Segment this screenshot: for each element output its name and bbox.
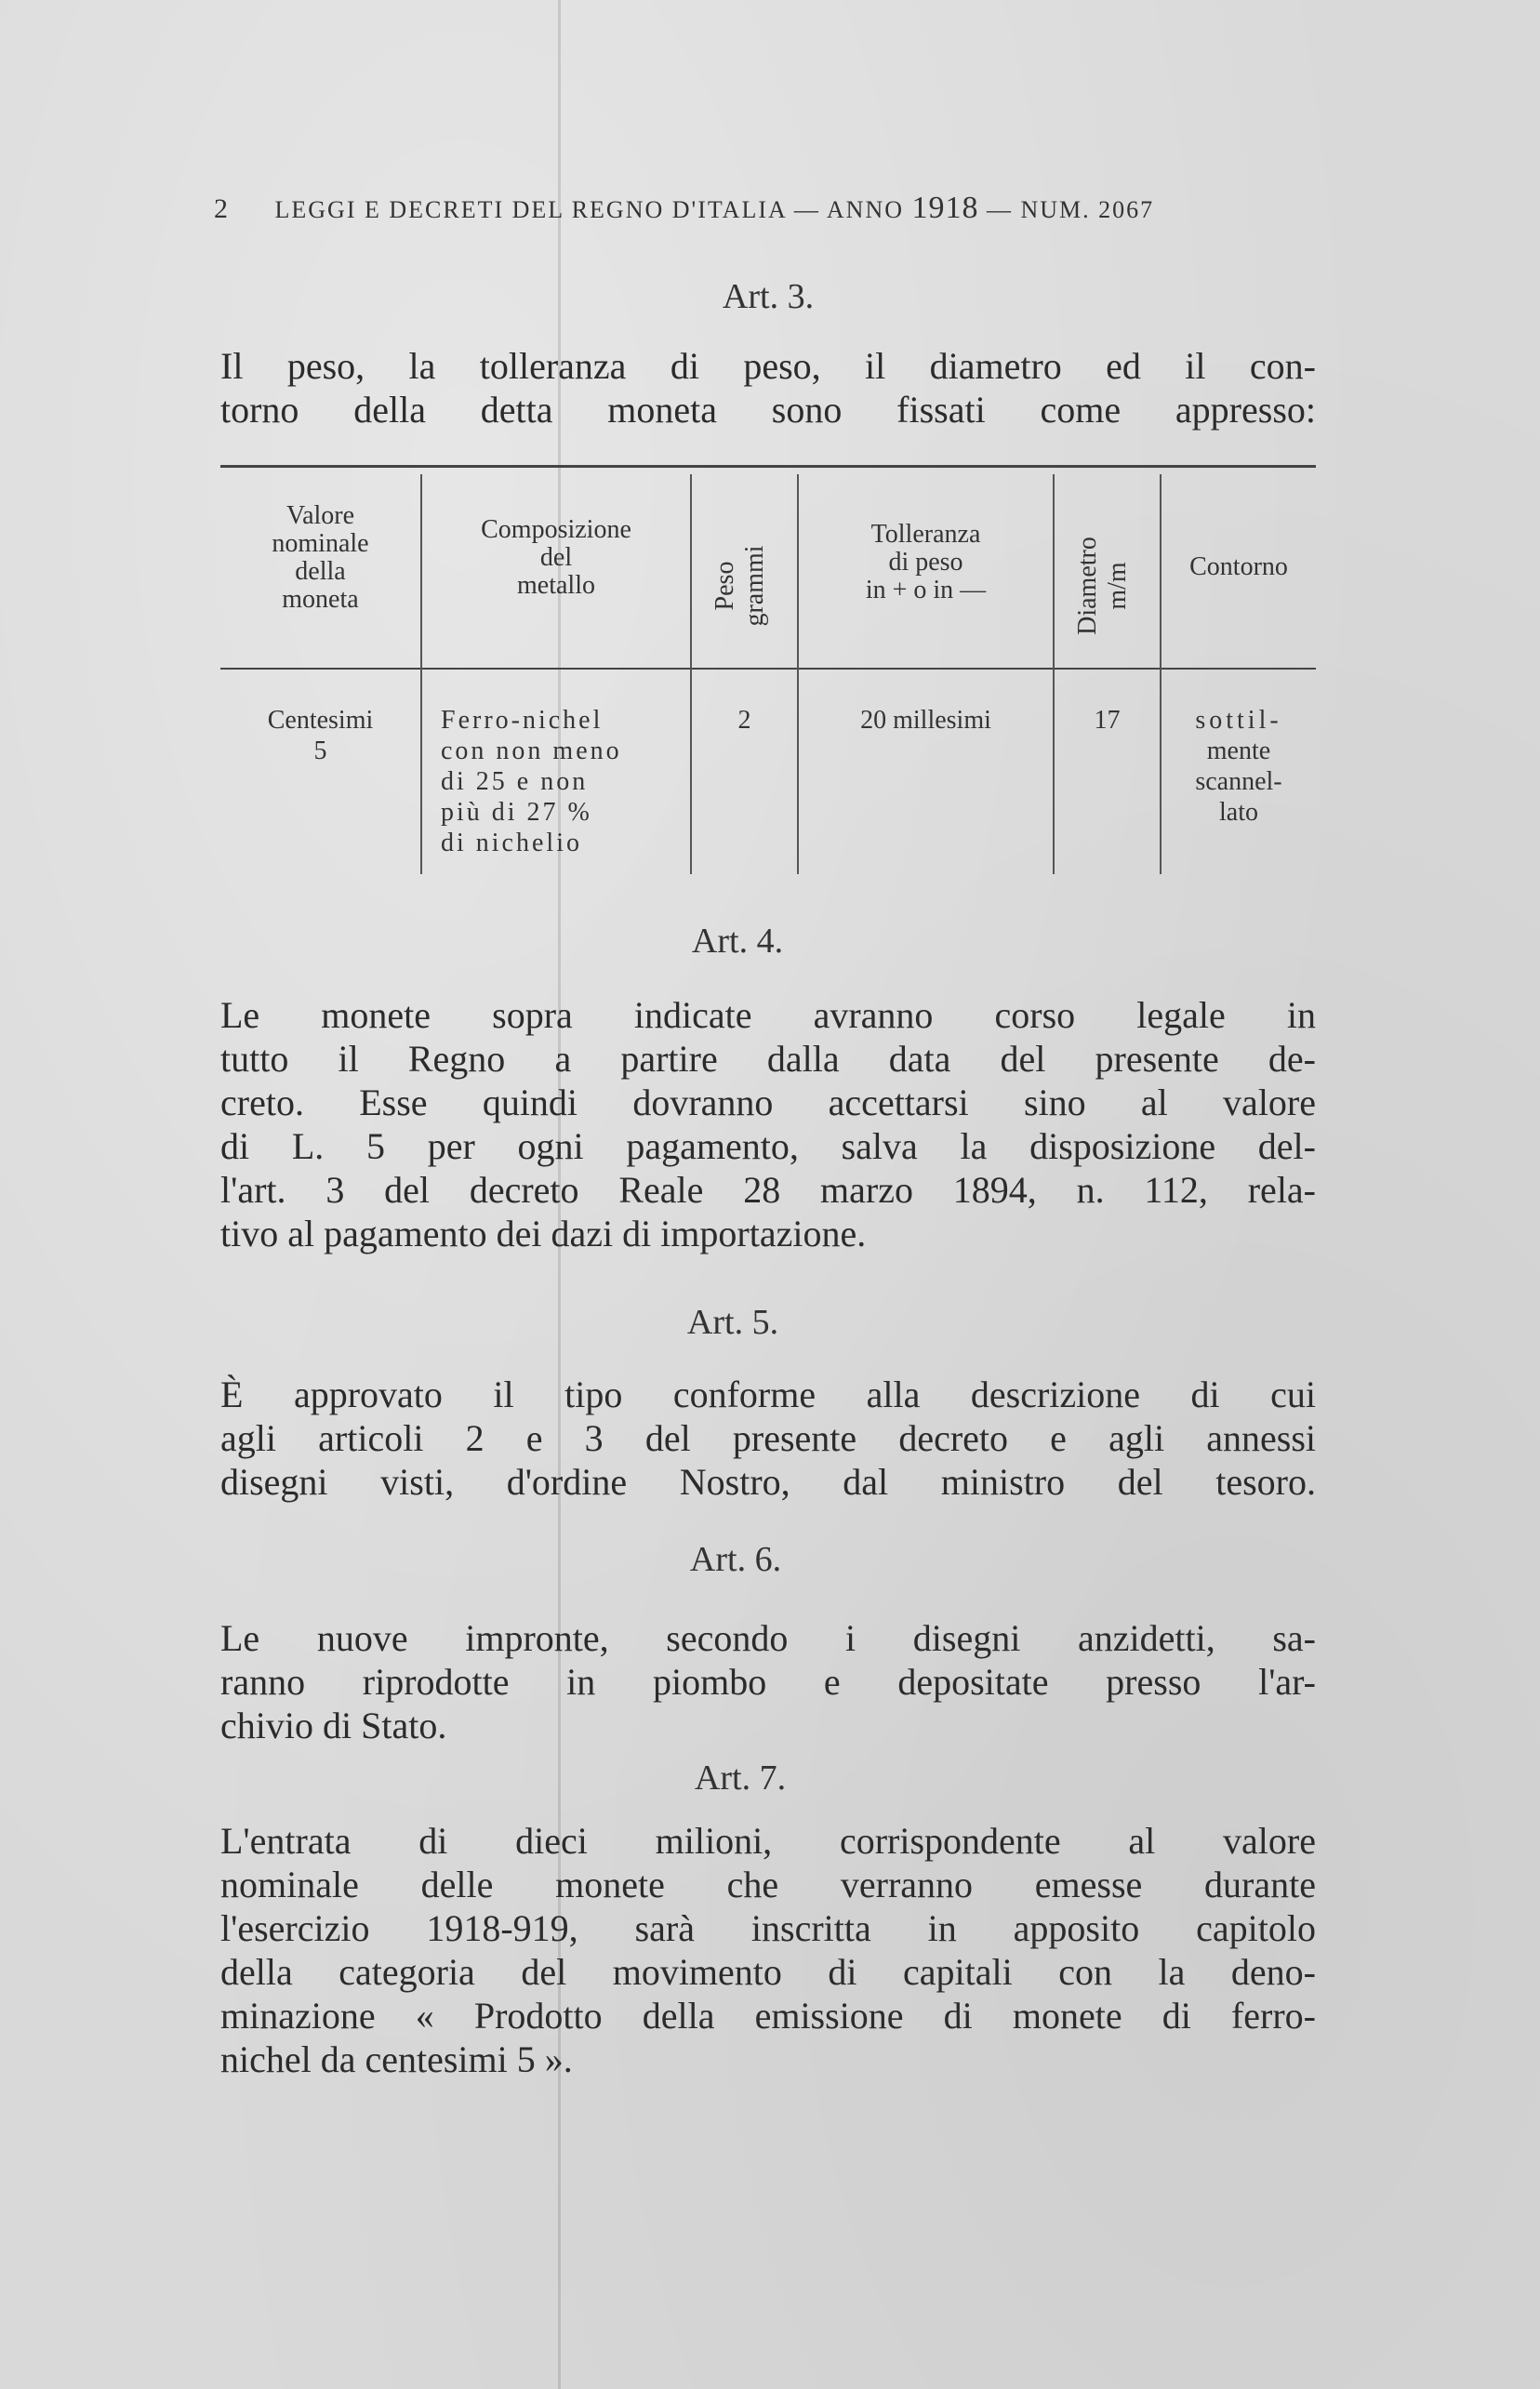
running-header <box>214 191 1330 226</box>
article-7-text <box>220 1819 1316 2081</box>
header-year: 1918 <box>911 191 979 225</box>
table-top-rule <box>220 465 1316 468</box>
article-4-text <box>220 993 1316 1255</box>
cell-valore <box>220 705 420 766</box>
cell-line: 5 <box>313 737 327 765</box>
cell-peso: 2 <box>737 706 751 735</box>
text-line: tivo al pagamento dei dazi di importazione. <box>220 1213 867 1254</box>
text-line: agli articoli 2 e 3 del presente decreto e agli annessi <box>220 1417 1316 1459</box>
text-line: disegni visti, d'ordine Nostro, dal ministro del tesoro. <box>220 1461 1316 1503</box>
text-line: della categoria del movimento di capitali con la deno- <box>220 1951 1316 1993</box>
text-line: ranno riprodotte in piombo e depositate presso l'ar- <box>220 1661 1316 1703</box>
header-diametro <box>1073 498 1138 674</box>
cell-line: con non meno <box>441 737 622 765</box>
cell-line: di nichelio <box>441 829 582 857</box>
cell-line: lato <box>1219 798 1258 827</box>
cell-tolleranza: 20 millesimi <box>860 706 991 735</box>
article-3-title: Art. 3. <box>722 277 815 316</box>
header-peso <box>710 511 776 660</box>
cell-diametro: 17 <box>1094 706 1121 735</box>
header-line: m/m <box>1103 562 1132 610</box>
text-line: Le monete sopra indicate avranno corso legale in <box>220 994 1316 1036</box>
cell-line: Centesimi <box>267 706 374 735</box>
text-line: È approvato il tipo conforme alla descrizione di cui <box>220 1374 1316 1415</box>
article-7-title: Art. 7. <box>694 1759 787 1798</box>
header-composizione <box>422 516 690 600</box>
header-line: Tolleranza <box>870 520 981 549</box>
text-line: l'esercizio 1918-919, sarà inscritta in apposito capitolo <box>220 1907 1316 1949</box>
header-contorno: Contorno <box>1189 552 1288 581</box>
text-line: creto. Esse quindi dovranno accettarsi sino al valore <box>220 1082 1316 1123</box>
header-tolleranza <box>799 521 1053 604</box>
article-4-title: Art. 4. <box>691 922 784 961</box>
article-6-title: Art. 6. <box>689 1540 782 1579</box>
header-line: Peso <box>710 561 739 611</box>
text-line: Le nuove impronte, secondo i disegni anzidetti, sa- <box>220 1617 1316 1659</box>
text-line: nichel da centesimi 5 ». <box>220 2038 573 2080</box>
article-5-text <box>220 1373 1316 1504</box>
text-line: Il peso, la tolleranza di peso, il diametro ed il con- <box>220 345 1316 387</box>
text-line: l'art. 3 del decreto Reale 28 marzo 1894, n. 112, rela- <box>220 1169 1316 1211</box>
header-line: del <box>539 543 573 572</box>
cell-line: sottil- <box>1195 706 1282 735</box>
text-line: torno della detta moneta sono fissati come appresso: <box>220 389 1316 431</box>
article-3-text <box>220 344 1316 431</box>
text-line: minazione « Prodotto della emissione di monete di ferro- <box>220 1995 1316 2037</box>
header-line: metallo <box>517 571 595 600</box>
header-line: nominale <box>272 529 369 558</box>
table-header-rule <box>220 668 1316 670</box>
coin-specification-table <box>220 465 1316 876</box>
header-line: Composizione <box>481 515 631 544</box>
cell-line: di 25 e non <box>441 767 589 796</box>
page-number: 2 <box>214 193 230 224</box>
cell-line: Ferro-nichel <box>441 706 604 735</box>
text-line: L'entrata di dieci milioni, corrispondente al valore <box>220 1820 1316 1862</box>
text-line: di L. 5 per ogni pagamento, salva la disposizione del- <box>220 1125 1316 1167</box>
header-line: grammi <box>740 545 769 627</box>
cell-contorno <box>1162 705 1316 828</box>
cell-composizione <box>441 705 690 858</box>
cell-line: mente <box>1206 737 1271 765</box>
article-6-text <box>220 1616 1316 1747</box>
header-line: di peso <box>888 548 963 577</box>
header-line: della <box>295 557 346 586</box>
header-line: in + o in — <box>865 576 987 604</box>
text-line: nominale delle monete che verranno emesse durante <box>220 1864 1316 1905</box>
cell-line: più di 27 % <box>441 798 592 827</box>
header-valore <box>220 502 420 614</box>
header-line: Diametro <box>1073 537 1102 635</box>
header-title: LEGGI E DECRETI DEL REGNO D'ITALIA — ANNO <box>274 196 904 223</box>
header-line: moneta <box>282 585 359 614</box>
text-line: chivio di Stato. <box>220 1705 447 1746</box>
header-number: — NUM. 2067 <box>987 196 1155 223</box>
header-line: Valore <box>285 501 355 530</box>
text-line: tutto il Regno a partire dalla data del presente de- <box>220 1038 1316 1080</box>
column-divider <box>690 474 692 874</box>
article-5-title: Art. 5. <box>686 1303 779 1342</box>
cell-line: scannel- <box>1195 767 1282 796</box>
column-divider <box>1053 474 1055 874</box>
